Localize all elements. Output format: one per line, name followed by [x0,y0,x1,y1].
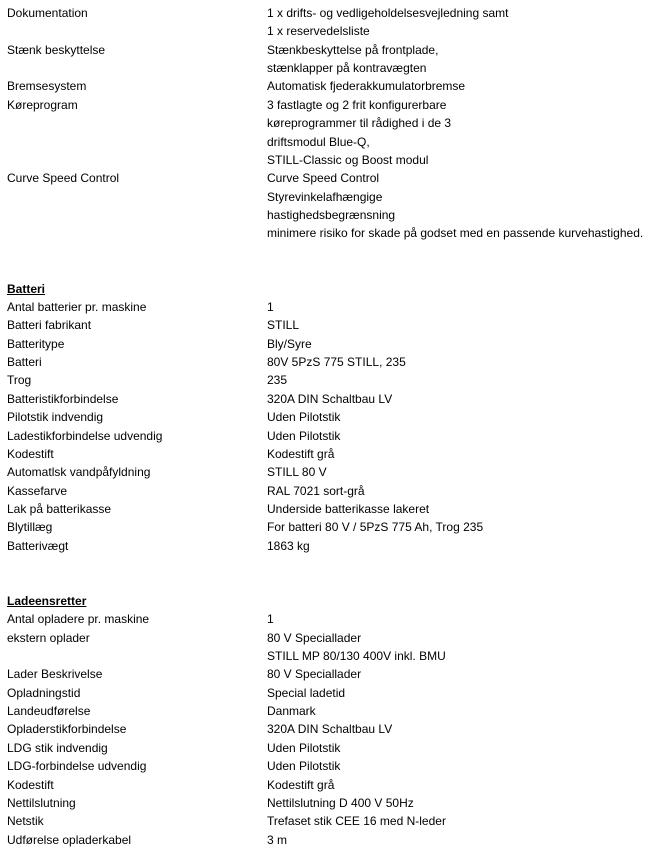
spec-row [0,390,669,408]
spec-row [0,518,669,536]
spec-value: Uden Pilotstik [267,428,341,443]
spec-label: Lader Beskrivelse [7,667,103,682]
spec-row [0,4,669,22]
spec-value: Underside batterikasse lakeret [267,501,430,516]
spec-value: Kodestift grå [267,446,335,461]
spec-value: 80V 5PzS 775 STILL, 235 [267,355,406,370]
spec-row [0,316,669,334]
spec-value: Nettilslutning D 400 V 50Hz [267,795,414,810]
spec-value: 80 V Speciallader [267,630,362,645]
spec-value: 1 [267,612,274,627]
spec-value: Danmark [267,704,316,719]
spec-row [0,427,669,445]
spec-value: STILL [267,318,300,333]
spec-label: Kodestift [7,777,54,792]
spec-label: Opladerstikforbindelse [7,722,127,737]
spec-value: 1 [267,299,274,314]
spec-value: Uden Pilotstik [267,759,341,774]
spec-row [0,169,669,187]
spec-value: hastighedsbegrænsning [267,208,396,223]
spec-value: Bly/Syre [267,336,312,351]
spec-row [0,114,669,132]
spec-row [0,776,669,794]
spec-label: Køreprogram [7,97,78,112]
spec-value: 1863 kg [267,538,310,553]
spec-row [0,739,669,757]
spec-row [0,665,669,683]
spec-label: Antal opladere pr. maskine [7,612,150,627]
spec-row [0,206,669,224]
spec-row [0,353,669,371]
spec-value: Stænkbeskyttelse på frontplade, [267,42,439,57]
spec-value: Kodestift grå [267,777,335,792]
spec-value: STILL MP 80/130 400V inkl. BMU [267,648,446,663]
spec-row [0,684,669,702]
spec-value: Trefaset stik CEE 16 med N-leder [267,814,446,829]
spec-label: Bremsesystem [7,79,87,94]
spec-row [0,151,669,169]
spec-value: Uden Pilotstik [267,740,341,755]
spec-value: minimere risiko for skade på godset med en passende kurvehastighed. [267,226,644,241]
spec-row [0,22,669,40]
spec-label: Batteri [7,355,42,370]
spec-row [0,537,669,555]
spec-row [0,463,669,481]
spec-row [0,77,669,95]
spec-row [0,831,669,849]
spec-row [0,757,669,775]
spec-label: Trog [7,373,32,388]
spec-label: Landeudførelse [7,704,91,719]
spec-value: 3 fastlagte og 2 frit konfigurerbare [267,97,447,112]
spec-row [0,335,669,353]
spec-value: Uden Pilotstik [267,410,341,425]
spec-value: 80 V Speciallader [267,667,362,682]
section-heading-text: Batteri [7,281,46,296]
spec-label: Kodestift [7,446,54,461]
spec-label: Pilotstik indvendig [7,410,104,425]
spec-label: Ladestikforbindelse udvendig [7,428,163,443]
spec-label: Dokumentation [7,6,88,20]
spec-label: Blytillæg [7,520,53,535]
spec-row [0,794,669,812]
spec-label: Batteri fabrikant [7,318,92,333]
section-heading [0,280,669,298]
spec-value: RAL 7021 sort-grå [267,483,365,498]
spec-value: 320A DIN Schaltbau LV [267,391,393,406]
spec-label: Kassefarve [7,483,68,498]
spec-value: Curve Speed Control [267,171,380,186]
spec-value: 235 [267,373,288,388]
spec-label: Stænk beskyttelse [7,42,106,57]
spec-label: Opladningstid [7,685,81,700]
spec-value: 3 m [267,832,288,847]
spec-row [0,371,669,389]
spec-label: LDG-forbindelse udvendig [7,759,147,774]
spec-label: Udførelse opladerkabel [7,832,132,847]
spec-value: STILL-Classic og Boost modul [267,152,429,167]
spec-row [0,188,669,206]
spec-label: Antal batterier pr. maskine [7,299,147,314]
spec-value: 320A DIN Schaltbau LV [267,722,393,737]
section-heading [0,592,669,610]
spec-row [0,812,669,830]
spec-row [0,224,669,242]
spec-label: Batterivægt [7,538,69,553]
spec-row [0,298,669,316]
spec-value: Special ladetid [267,685,346,700]
spec-row [0,41,669,59]
spec-label: LDG stik indvendig [7,740,108,755]
spec-row [0,720,669,738]
spec-row [0,96,669,114]
spec-label: Netstik [7,814,44,829]
spec-label: Curve Speed Control [7,171,120,186]
spec-value: STILL 80 V [267,465,327,480]
spec-label: Batteritype [7,336,65,351]
spec-value: 1 x reservedelsliste [267,24,370,39]
section-heading-text: Ladeensretter [7,593,87,608]
spec-row [0,629,669,647]
spec-row [0,408,669,426]
spec-label: Lak på batterikasse [7,501,112,516]
spec-row [0,445,669,463]
spec-value: Automatisk fjederakkumulatorbremse [267,79,466,94]
spec-value: stænklapper på kontravægten [267,61,427,76]
spec-label: Automatlsk vandpåfyldning [7,465,151,480]
spec-value: For batteri 80 V / 5PzS 775 Ah, Trog 235 [267,520,484,535]
spec-label: ekstern oplader [7,630,90,645]
spec-row [0,500,669,518]
spec-label: Nettilslutning [7,795,76,810]
spec-row [0,59,669,77]
spec-value: Styrevinkelafhængige [267,189,383,204]
spec-value: 1 x drifts- og vedligeholdelsesvejledning samt [267,6,509,20]
spec-row [0,610,669,628]
spec-row [0,482,669,500]
spec-value: driftsmodul Blue-Q, [267,134,370,149]
spec-row [0,702,669,720]
spec-value: køreprogrammer til rådighed i de 3 [267,116,452,131]
spec-label: Batteristikforbindelse [7,391,119,406]
spec-row [0,647,669,665]
spec-row [0,133,669,151]
